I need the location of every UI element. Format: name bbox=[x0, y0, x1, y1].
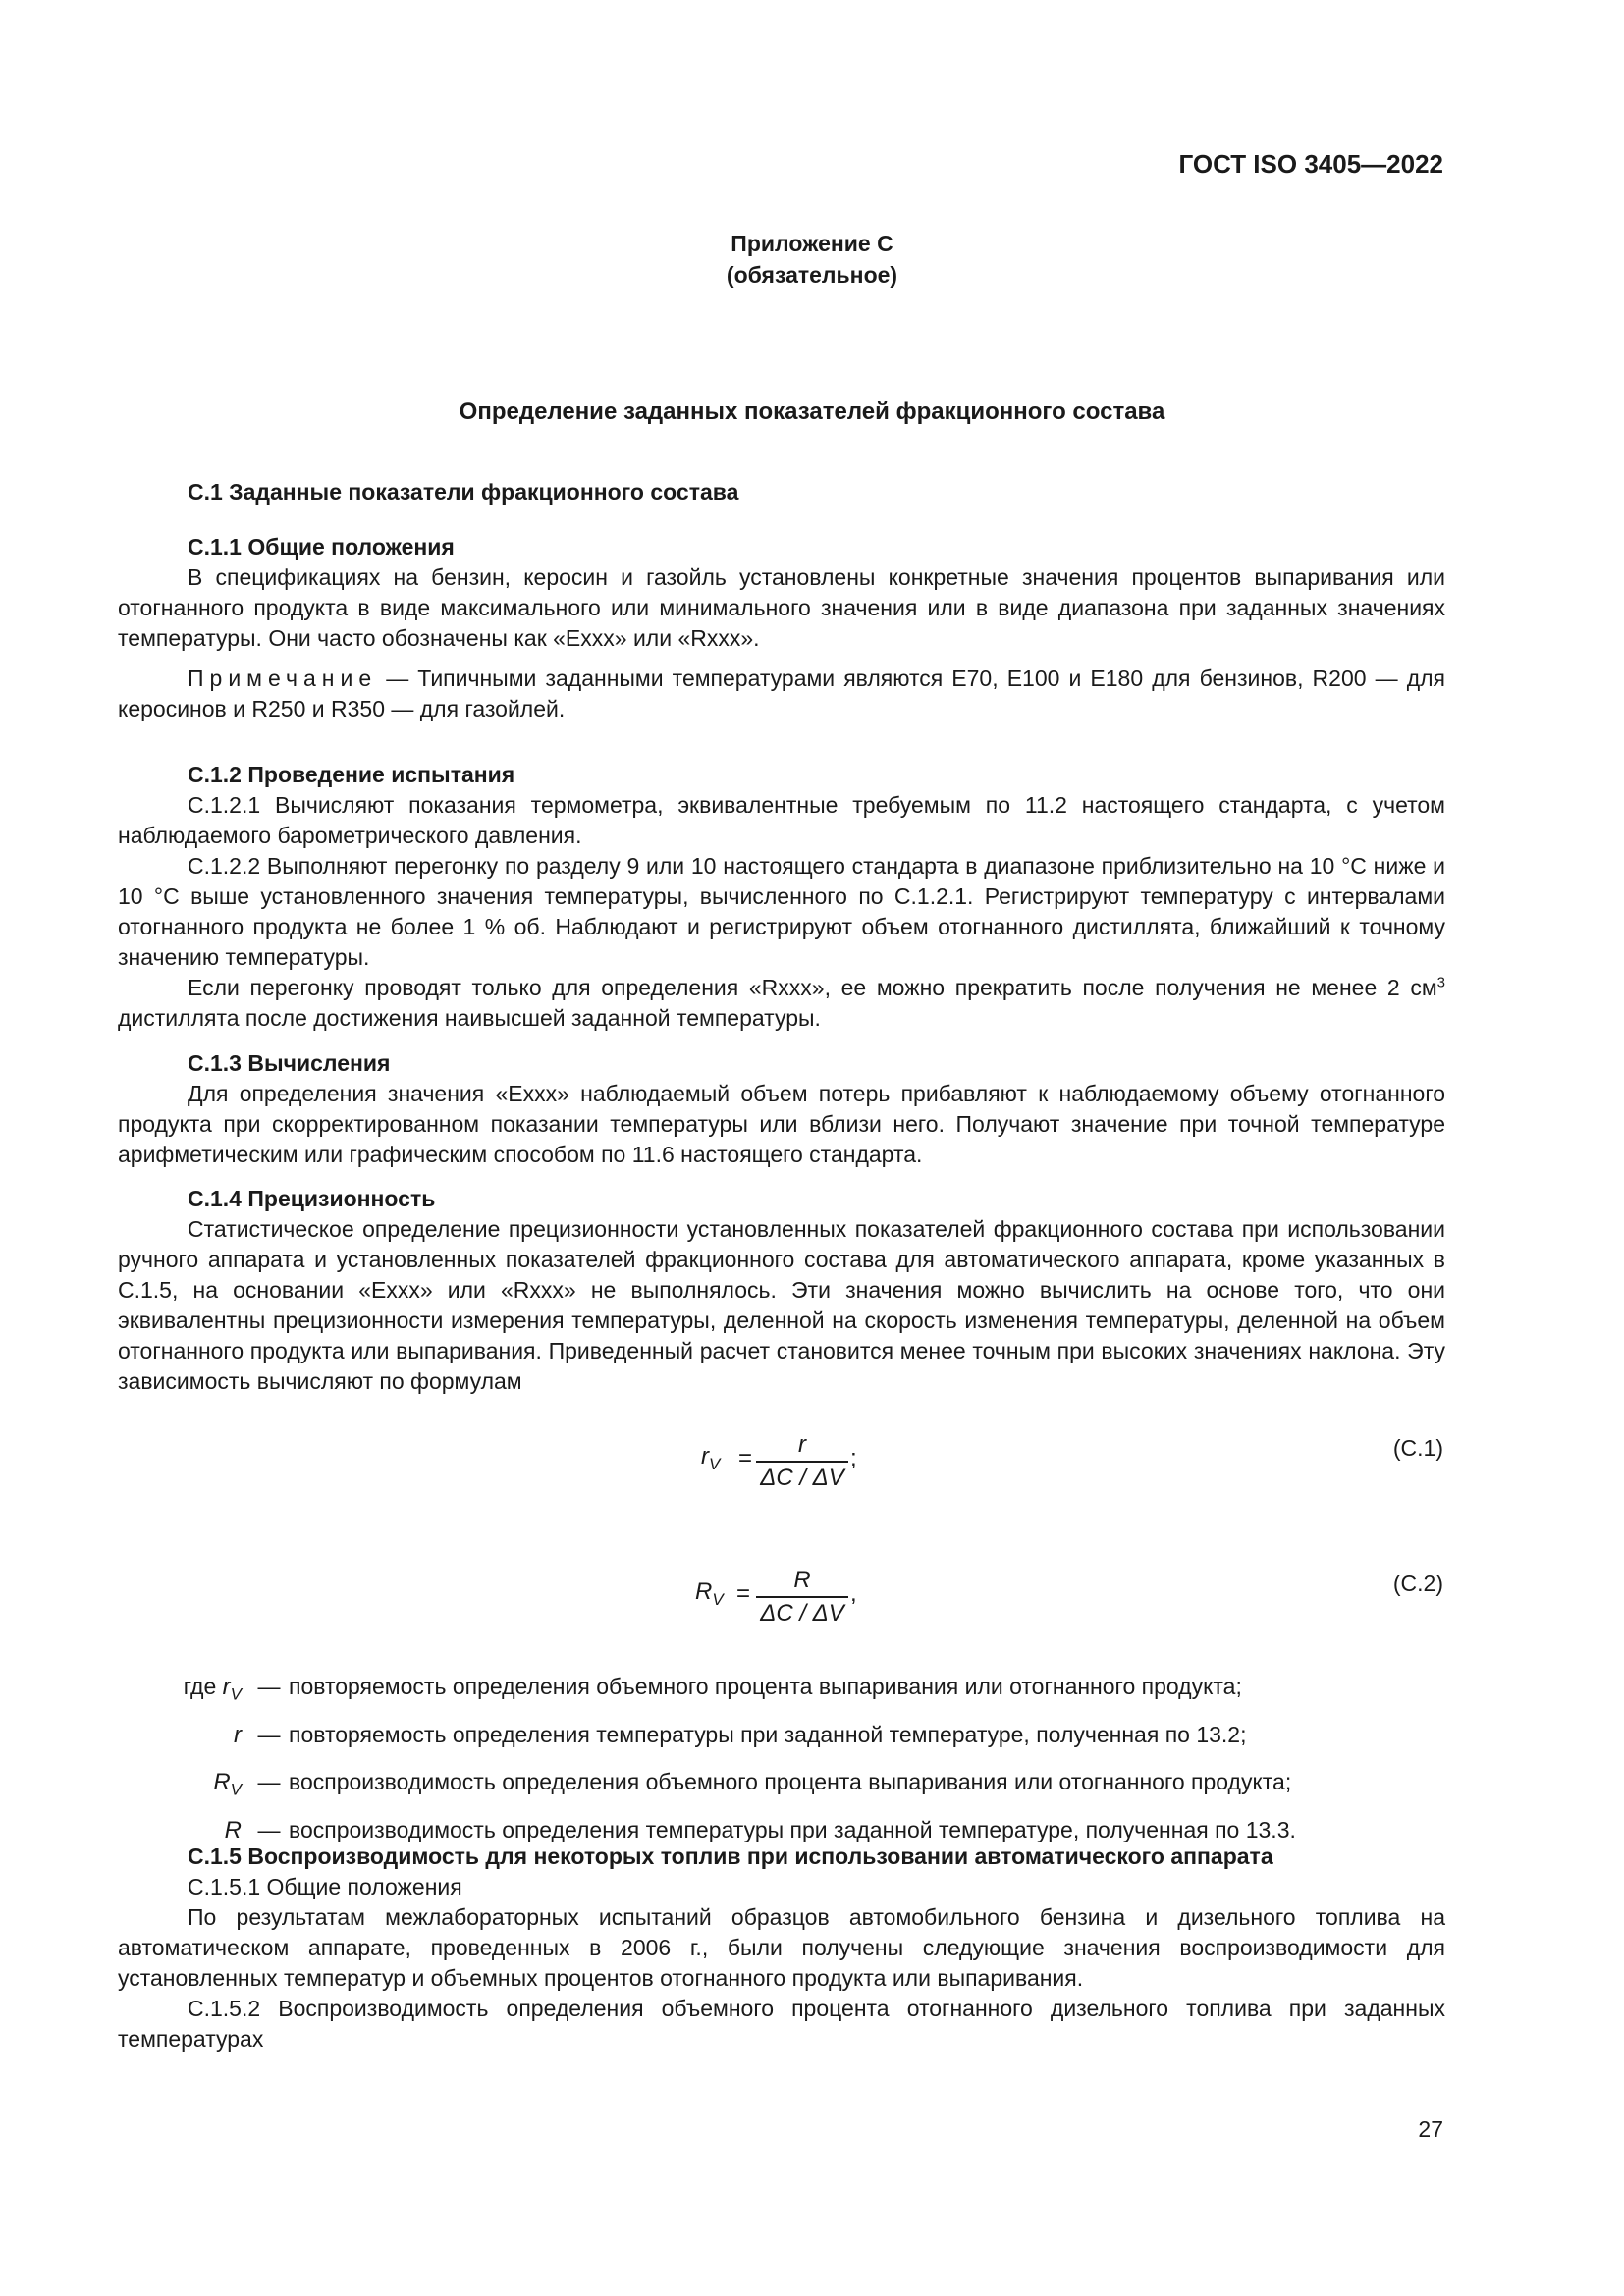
definition-dash: — bbox=[257, 1816, 281, 1842]
paragraph-c1-5-1: По результатам межлабораторных испытаний образцов автомобильного бензина и дизельного топлива на автоматическом аппарате, проведенных в 2006 г., были получены следующие значения воспроизводимости для установленных температур и объемных процентов отогнанного продукта или выпаривания. bbox=[118, 1904, 1445, 1991]
paragraph-c1-3: Для определения значения «Еххх» наблюдаемый объем потерь прибавляют к наблюдаемому объему отогнанного продукта при скорректированном показании температуры или вблизи него. Получают значение при точной температуре арифметическим или графическим способом по 11.6 настоящего стандарта. bbox=[118, 1081, 1445, 1167]
formula-c1-label: (С.1) bbox=[1392, 1435, 1443, 1461]
heading-c1-2: С.1.2 Проведение испытания bbox=[188, 762, 515, 787]
definition-row bbox=[118, 1667, 1445, 1715]
main-title: Определение заданных показателей фракционного состава bbox=[459, 399, 1165, 425]
definition-dash: — bbox=[257, 1769, 281, 1795]
formula-c1-equals: = bbox=[738, 1445, 753, 1471]
note-label: Примечание bbox=[188, 666, 378, 691]
definition-text: повторяемость определения объемного процента выпаривания или отогнанного продукта; bbox=[289, 1674, 1242, 1699]
annex-title: Приложение С bbox=[731, 231, 893, 256]
formula-c2-denominator: ΔC / ΔV bbox=[760, 1600, 844, 1627]
definition-symbol: где $r_V$ bbox=[183, 1674, 242, 1704]
definition-text: воспроизводимость определения объемного процента выпаривания или отогнанного продукта; bbox=[289, 1769, 1292, 1795]
paragraph-c1-2-3 bbox=[118, 973, 1445, 1034]
definitions-prefix: где bbox=[183, 1674, 217, 1699]
formula-c2-label: (С.2) bbox=[1392, 1571, 1443, 1596]
formula-c1-end: ; bbox=[850, 1445, 857, 1471]
definition-row bbox=[118, 1715, 1445, 1763]
definition-row bbox=[118, 1762, 1445, 1810]
heading-c1-1: С.1.1 Общие положения bbox=[188, 534, 455, 560]
section-c1-4 bbox=[118, 1184, 1445, 1397]
section-c1 bbox=[118, 477, 1445, 507]
heading-c1-5: С.1.5 Воспроизводимость для некоторых топлив при использовании автоматического аппарата bbox=[188, 1843, 1273, 1869]
formula-c1-numerator: r bbox=[756, 1431, 848, 1463]
paragraph-c1-5-2: С.1.5.2 Воспроизводимость определения объемного процента отогнанного дизельного топлива при заданных температурах bbox=[118, 1996, 1445, 2052]
superscript-3: 3 bbox=[1436, 974, 1445, 991]
section-c1-1 bbox=[118, 532, 1445, 724]
paragraph-c1-2-1: С.1.2.1 Вычисляют показания термометра, эквивалентные требуемым по 11.2 настоящего стандарта, с учетом наблюдаемого барометрического давления. bbox=[118, 792, 1445, 848]
paragraph-c1-2-3-start: Если перегонку проводят только для определения «Rxxx», ее можно прекратить после получения не менее 2 см bbox=[188, 975, 1437, 1000]
definitions-list bbox=[118, 1667, 1445, 1857]
paragraph-c1-2-2: С.1.2.2 Выполняют перегонку по разделу 9 или 10 настоящего стандарта в диапазоне приблизительно на 10 °С ниже и 10 °С выше установленного значения температуры, вычисленного по С.1.2.1. Регистрируют температуру с интервалами отогнанного продукта не более 1 % об. Наблюдают и регистрируют объем отогнанного дистиллята, ближайший к точному значению температуры. bbox=[118, 853, 1445, 970]
formula-c1-denominator: ΔC / ΔV bbox=[760, 1465, 844, 1491]
paragraph-c1-1: В спецификациях на бензин, керосин и газойль установлены конкретные значения процентов выпаривания или отогнанного продукта в виде максимального или минимального значения или в виде диапазона при заданных значениях температуры. Они часто обозначены как «Еххх» или «Rxxx». bbox=[118, 564, 1445, 651]
formula-c1-lhs: $r_V$ bbox=[701, 1443, 721, 1473]
paragraph-c1-4: Статистическое определение прецизионности установленных показателей фракционного состава при использовании ручного аппарата и установленных показателей фракционного состава для автоматического аппарата, кроме указанных в С.1.5, на основании «Еххх» или «Rxxx» не выполнялось. Эти значения можно вычислить на основе того, что они эквивалентны прецизионности измерения температуры, деленной на скорость изменения температуры, деленной на объем отогнанного продукта или выпаривания. Приведенный расчет становится менее точным при высоких значениях наклона. Эту зависимость вычисляют по формулам bbox=[118, 1216, 1445, 1394]
heading-c1-3: С.1.3 Вычисления bbox=[188, 1050, 391, 1076]
definition-text: повторяемость определения температуры при заданной температуре, полученная по 13.2; bbox=[289, 1721, 1247, 1747]
formula-c2-end: , bbox=[850, 1580, 857, 1607]
subheading-c1-5-1: С.1.5.1 Общие положения bbox=[188, 1874, 462, 1899]
note-text: — Типичными заданными температурами являются Е70, Е100 и Е180 для бензинов, R200 — для керосинов и R250 и R350 — для газойлей. bbox=[118, 666, 1445, 721]
definition-symbol: $R_V$ bbox=[213, 1769, 242, 1799]
page-number: 27 bbox=[1418, 2116, 1443, 2142]
formula-c2-numerator: R bbox=[756, 1567, 848, 1598]
section-c1-2 bbox=[118, 760, 1445, 1034]
formula-c2-equals: = bbox=[736, 1580, 751, 1607]
paragraph-c1-2-3-end: дистиллята после достижения наивысшей заданной температуры. bbox=[118, 1005, 821, 1031]
heading-c1: С.1 Заданные показатели фракционного состава bbox=[188, 479, 739, 505]
definition-dash: — bbox=[257, 1721, 281, 1747]
section-c1-5 bbox=[118, 1842, 1445, 2055]
heading-c1-4: С.1.4 Прецизионность bbox=[188, 1186, 436, 1211]
annex-heading bbox=[0, 228, 1624, 291]
definition-symbol: r bbox=[234, 1721, 242, 1748]
definition-symbol: R bbox=[224, 1816, 242, 1843]
formula-c2 bbox=[0, 1567, 1624, 1645]
document-code: ГОСТ ISO 3405—2022 bbox=[1178, 149, 1443, 179]
definition-dash: — bbox=[257, 1674, 281, 1699]
formula-c1-fraction bbox=[756, 1431, 848, 1492]
section-c1-3 bbox=[118, 1048, 1445, 1170]
formula-c2-fraction bbox=[756, 1567, 848, 1628]
definition-text: воспроизводимость определения температуры при заданной температуре, полученная по 13.3. bbox=[289, 1816, 1296, 1842]
annex-status: (обязательное) bbox=[726, 262, 898, 288]
formula-c1 bbox=[0, 1431, 1624, 1510]
note-c1-1 bbox=[118, 664, 1445, 724]
formula-c2-lhs: $R_V$ bbox=[695, 1578, 724, 1609]
